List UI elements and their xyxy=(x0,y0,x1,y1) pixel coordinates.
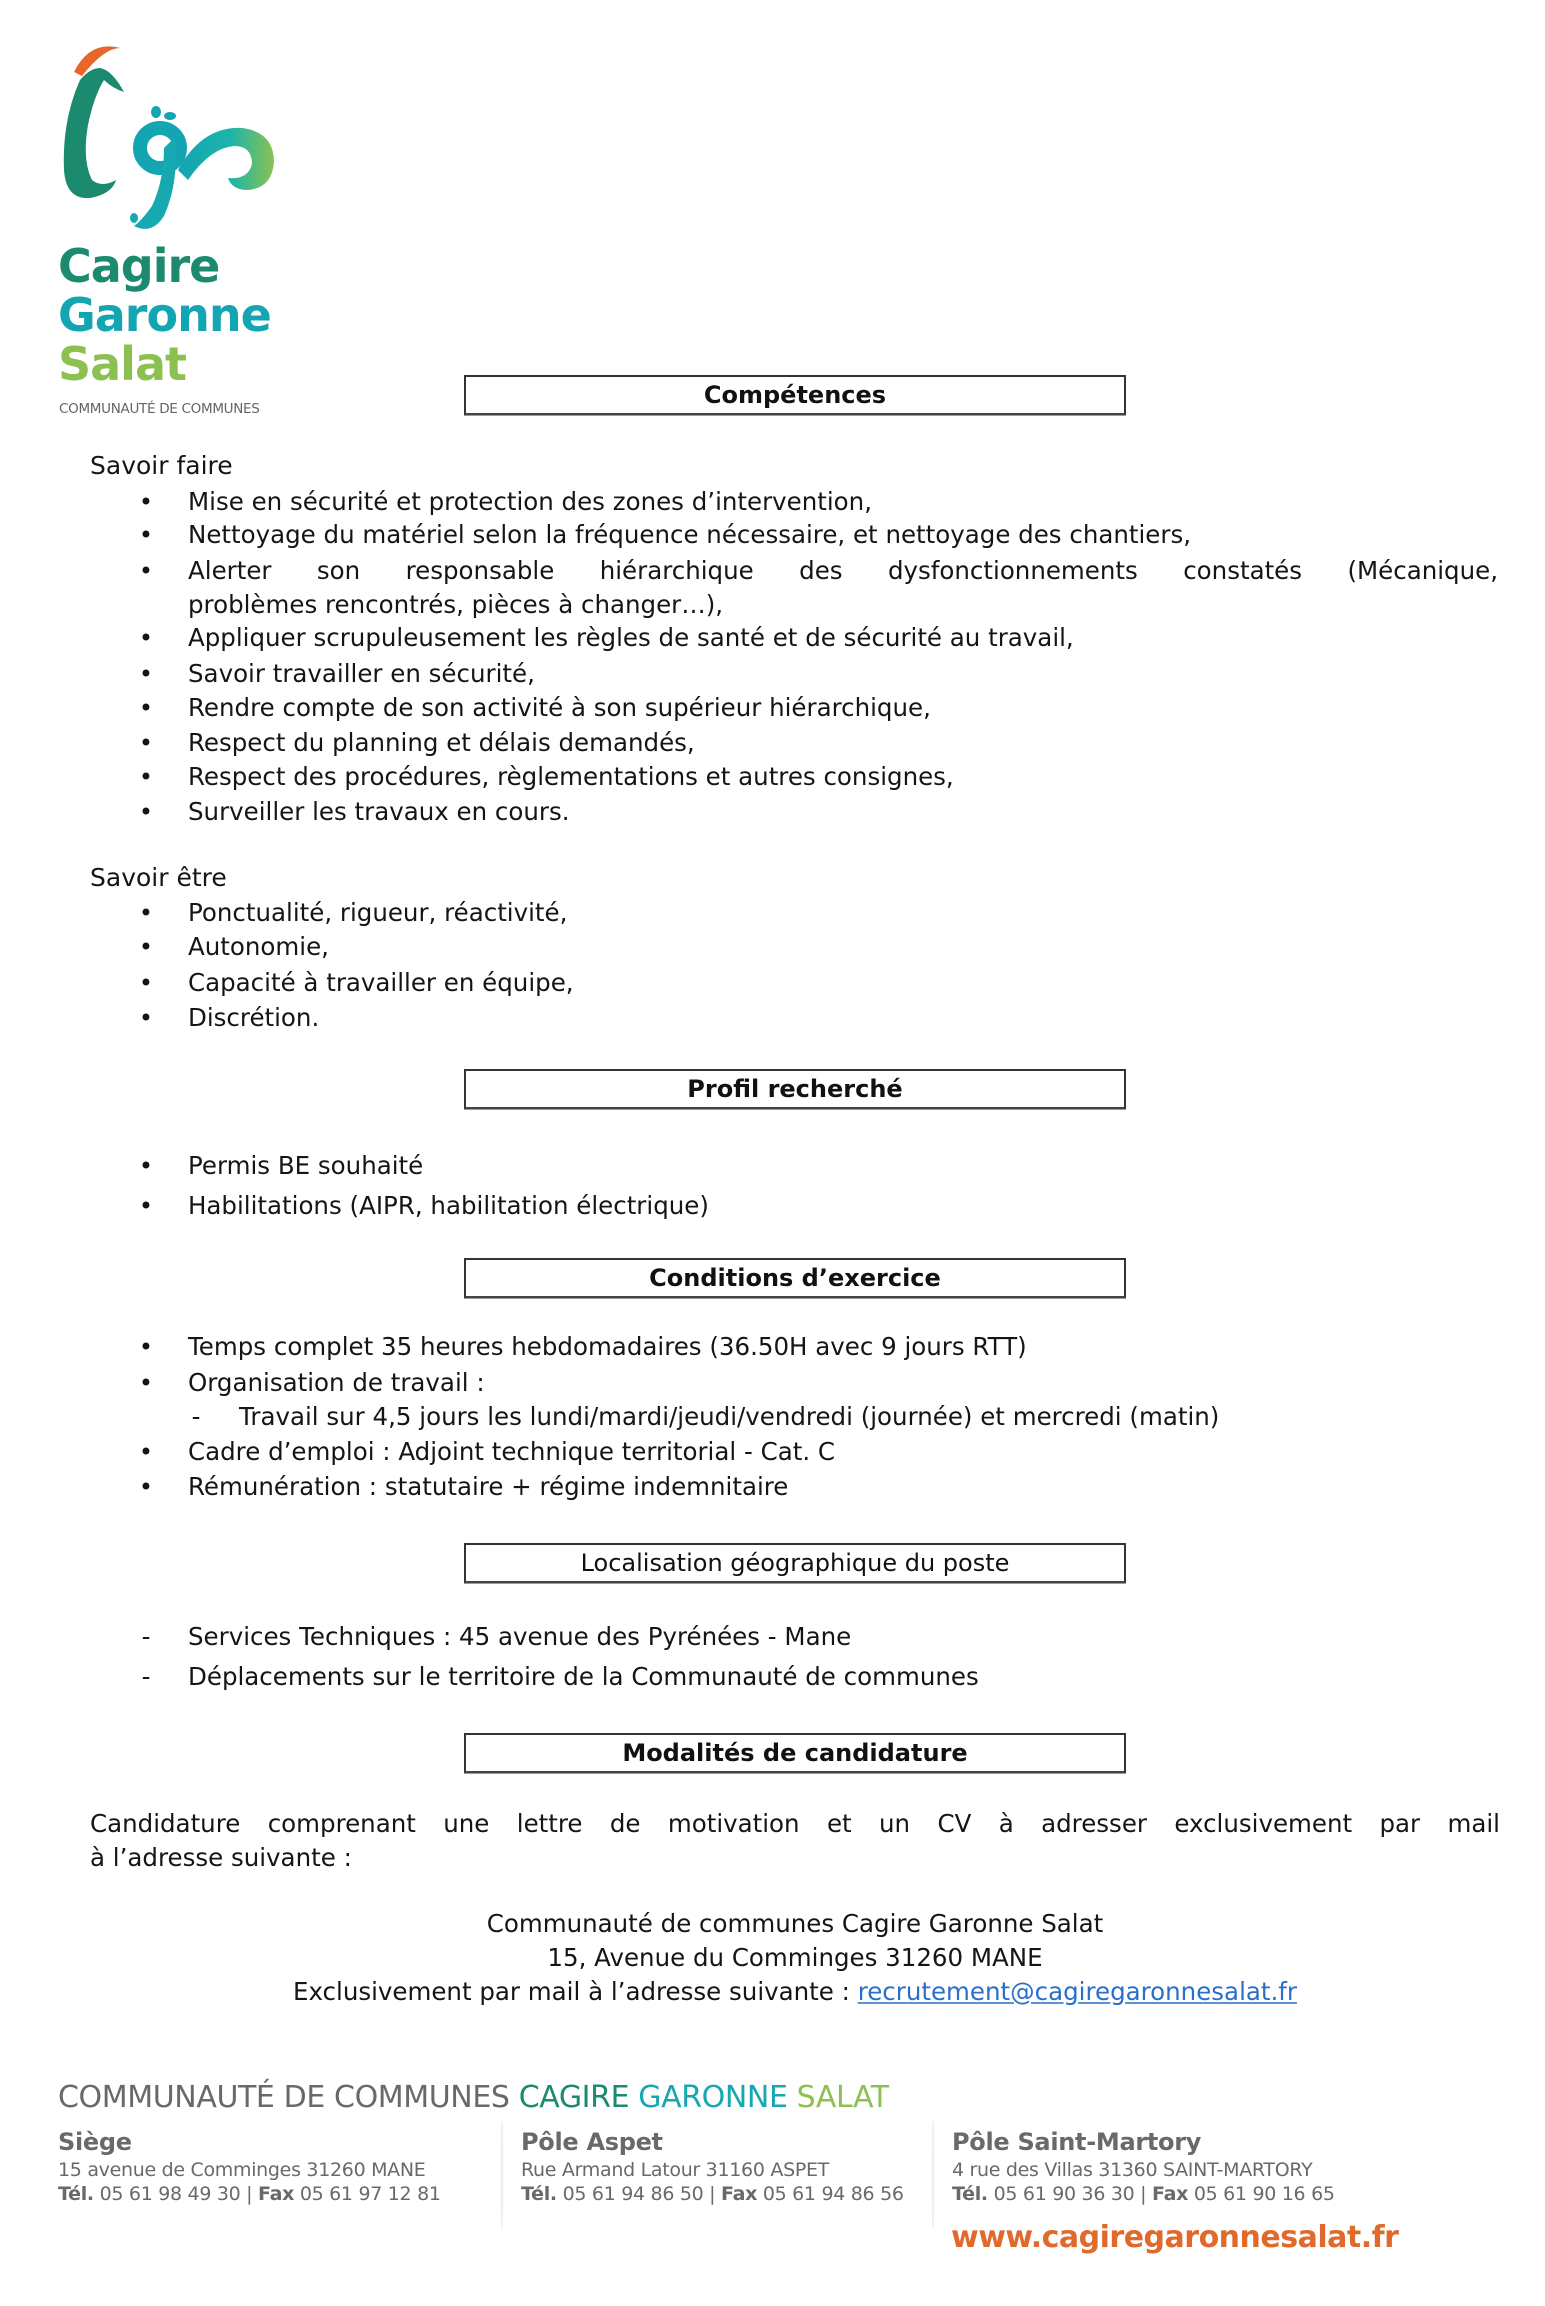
section-header-competences: Compétences xyxy=(464,375,1126,415)
organization-address: 15, Avenue du Comminges 31260 MANE xyxy=(547,1943,1043,1972)
office-address: 4 rue des Villas 31360 SAINT-MARTORY xyxy=(952,2159,1313,2181)
tel-number: 05 61 94 86 50 | xyxy=(556,2183,722,2205)
list-item: Organisation de travail : xyxy=(188,1368,485,1397)
office-address: 15 avenue de Comminges 31260 MANE xyxy=(58,2159,426,2181)
bullet-icon: • xyxy=(138,1004,154,1032)
list-item: Services Techniques : 45 avenue des Pyrénées - Mane xyxy=(188,1622,852,1651)
organization-name: Communauté de communes Cagire Garonne Salat xyxy=(486,1909,1104,1938)
list-item: Mise en sécurité et protection des zones d’intervention, xyxy=(188,487,872,516)
section-header-modalites: Modalités de candidature xyxy=(464,1733,1126,1773)
office-phone-fax xyxy=(58,2182,441,2206)
email-line xyxy=(0,1975,1545,2009)
application-instructions-continuation: à l’adresse suivante : xyxy=(90,1843,352,1872)
dash-icon: - xyxy=(141,1662,151,1691)
footer-office-aspet xyxy=(521,2126,904,2206)
bullet-icon: • xyxy=(138,488,154,516)
list-item: Capacité à travailler en équipe, xyxy=(188,968,574,997)
bullet-icon: • xyxy=(138,763,154,791)
list-item: Respect des procédures, règlementations et autres consignes, xyxy=(188,762,954,791)
footer-divider xyxy=(500,2120,504,2230)
tel-label: Tél. xyxy=(58,2183,94,2205)
subheading-savoir-etre: Savoir être xyxy=(90,863,227,892)
tel-number: 05 61 98 49 30 | xyxy=(93,2183,259,2205)
bullet-icon: • xyxy=(138,521,154,549)
organization-logo xyxy=(52,30,292,420)
list-item: Rémunération : statutaire + régime indemnitaire xyxy=(188,1472,789,1501)
bullet-icon: • xyxy=(138,1369,154,1397)
footer-title-prefix: COMMUNAUTÉ DE COMMUNES xyxy=(58,2080,519,2115)
list-item: Autonomie, xyxy=(188,932,329,961)
bullet-icon: • xyxy=(138,933,154,961)
bullet-icon: • xyxy=(138,1333,154,1361)
bullet-icon: • xyxy=(138,1152,154,1180)
office-name: Pôle Saint-Martory xyxy=(952,2128,1202,2156)
list-item: Respect du planning et délais demandés, xyxy=(188,728,695,757)
cagire-logo-mark-icon xyxy=(52,30,292,240)
fax-label: Fax xyxy=(721,2183,758,2205)
bullet-icon: • xyxy=(138,624,154,652)
list-item: Discrétion. xyxy=(188,1003,320,1032)
office-name: Pôle Aspet xyxy=(521,2128,663,2156)
footer-office-saint-martory xyxy=(952,2126,1335,2206)
footer-title-garonne: GARONNE xyxy=(638,2080,788,2115)
fax-number: 05 61 94 86 56 xyxy=(757,2183,904,2205)
bullet-icon: • xyxy=(138,729,154,757)
list-item: Alerter son responsable hiérarchique des dysfonctionnements constatés (Mécanique, xyxy=(188,556,1498,585)
dash-icon: - xyxy=(141,1622,151,1651)
bullet-icon: • xyxy=(138,660,154,688)
application-instructions: Candidature comprenant une lettre de motivation et un CV à adresser exclusivement par mail xyxy=(90,1809,1500,1838)
tel-number: 05 61 90 36 30 | xyxy=(987,2183,1153,2205)
bullet-icon: • xyxy=(138,899,154,927)
bullet-icon: • xyxy=(138,969,154,997)
list-item: Appliquer scrupuleusement les règles de santé et de sécurité au travail, xyxy=(188,623,1074,652)
office-phone-fax xyxy=(952,2182,1335,2206)
fax-label: Fax xyxy=(258,2183,295,2205)
footer-title-cagire: CAGIRE xyxy=(518,2080,630,2115)
sub-list-item: Travail sur 4,5 jours les lundi/mardi/jeudi/vendredi (journée) et mercredi (matin) xyxy=(239,1402,1220,1431)
list-item: Ponctualité, rigueur, réactivité, xyxy=(188,898,568,927)
list-item: Déplacements sur le territoire de la Communauté de communes xyxy=(188,1662,979,1691)
footer-title xyxy=(58,2080,889,2115)
fax-label: Fax xyxy=(1152,2183,1189,2205)
list-item: Cadre d’emploi : Adjoint technique territorial - Cat. C xyxy=(188,1437,836,1466)
bullet-icon: • xyxy=(138,557,154,585)
list-item: Permis BE souhaité xyxy=(188,1151,424,1180)
list-item: Savoir travailler en sécurité, xyxy=(188,659,535,688)
bullet-icon: • xyxy=(138,694,154,722)
fax-number: 05 61 97 12 81 xyxy=(294,2183,441,2205)
section-header-conditions: Conditions d’exercice xyxy=(464,1258,1126,1298)
bullet-icon: • xyxy=(138,1192,154,1220)
office-address: Rue Armand Latour 31160 ASPET xyxy=(521,2159,829,2181)
email-label: Exclusivement par mail à l’adresse suivante : xyxy=(293,1977,858,2006)
dash-icon: - xyxy=(191,1402,201,1431)
list-item-continuation: problèmes rencontrés, pièces à changer…), xyxy=(188,590,724,619)
tel-label: Tél. xyxy=(952,2183,988,2205)
bullet-icon: • xyxy=(138,1438,154,1466)
list-item: Temps complet 35 heures hebdomadaires (36.50H avec 9 jours RTT) xyxy=(188,1332,1027,1361)
logo-word-salat: Salat xyxy=(58,337,186,391)
bullet-icon: • xyxy=(138,1473,154,1501)
section-header-profil: Profil recherché xyxy=(464,1069,1126,1109)
subheading-savoir-faire: Savoir faire xyxy=(90,451,233,480)
footer-divider xyxy=(931,2120,935,2230)
list-item: Surveiller les travaux en cours. xyxy=(188,797,570,826)
footer-title-salat: SALAT xyxy=(796,2080,889,2115)
bullet-icon: • xyxy=(138,798,154,826)
list-item: Habilitations (AIPR, habilitation électrique) xyxy=(188,1191,709,1220)
website-link[interactable]: www.cagiregaronnesalat.fr xyxy=(951,2220,1399,2255)
section-header-localisation: Localisation géographique du poste xyxy=(464,1543,1126,1583)
logo-word-garonne: Garonne xyxy=(58,288,271,342)
fax-number: 05 61 90 16 65 xyxy=(1188,2183,1335,2205)
recruitment-email-link[interactable]: recrutement@cagiregaronnesalat.fr xyxy=(857,1977,1297,2006)
list-item: Nettoyage du matériel selon la fréquence nécessaire, et nettoyage des chantiers, xyxy=(188,520,1192,549)
list-item: Rendre compte de son activité à son supérieur hiérarchique, xyxy=(188,693,931,722)
logo-subtitle: COMMUNAUTÉ DE COMMUNES xyxy=(59,401,260,417)
office-name: Siège xyxy=(58,2128,132,2156)
tel-label: Tél. xyxy=(521,2183,557,2205)
logo-word-cagire: Cagire xyxy=(58,239,220,293)
footer-office-siege xyxy=(58,2126,441,2206)
office-phone-fax xyxy=(521,2182,904,2206)
